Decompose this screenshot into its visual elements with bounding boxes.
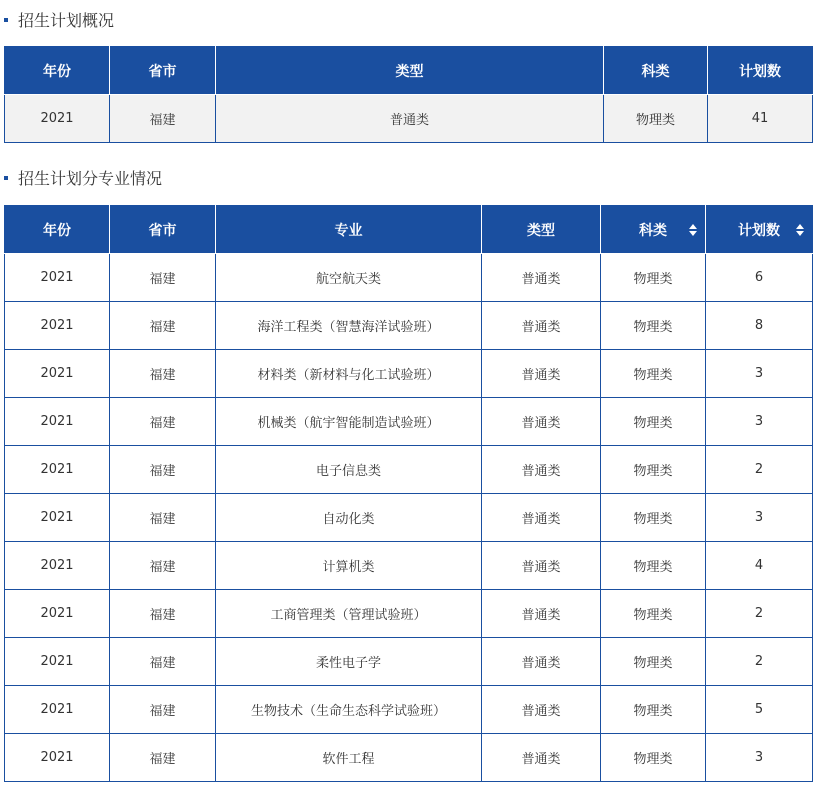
table-row [5,350,813,398]
cell-major: 生物技术（生命生态科学试验班） [216,686,482,734]
cell-major: 柔性电子学 [216,638,482,686]
table-row [5,734,813,782]
header-plan-count-label: 计划数 [738,222,780,239]
cell-year: 2021 [5,350,110,398]
table-row [5,590,813,638]
cell-type: 普通类 [482,686,601,734]
cell-year: 2021 [5,398,110,446]
cell-province: 福建 [110,494,216,542]
cell-province: 福建 [110,686,216,734]
cell-major: 工商管理类（管理试验班） [216,590,482,638]
header-province: 省市 [110,206,216,254]
cell-subject: 物理类 [601,446,706,494]
cell-major: 计算机类 [216,542,482,590]
cell-plan-count: 3 [706,494,813,542]
header-year: 年份 [5,47,110,95]
summary-table [4,46,813,143]
summary-section-title [4,6,114,36]
cell-plan-count: 5 [706,686,813,734]
cell-plan-count: 4 [706,542,813,590]
cell-plan-count: 6 [706,254,813,302]
cell-type: 普通类 [482,734,601,782]
cell-province: 福建 [110,254,216,302]
cell-province: 福建 [110,542,216,590]
cell-major: 海洋工程类（智慧海洋试验班） [216,302,482,350]
cell-plan-count: 2 [706,638,813,686]
table-row [5,494,813,542]
by-major-table-body [5,254,813,782]
cell-type: 普通类 [482,254,601,302]
cell-plan-count: 8 [706,302,813,350]
cell-province: 福建 [110,350,216,398]
cell-major: 材料类（新材料与化工试验班） [216,350,482,398]
summary-header-row [5,47,813,95]
by-major-title-text: 招生计划分专业情况 [18,169,163,188]
cell-year: 2021 [5,254,110,302]
cell-year: 2021 [5,95,110,143]
cell-province: 福建 [110,638,216,686]
cell-plan-count: 2 [706,446,813,494]
cell-plan-count: 3 [706,398,813,446]
cell-year: 2021 [5,494,110,542]
cell-province: 福建 [110,734,216,782]
cell-plan-count: 3 [706,350,813,398]
sort-icon[interactable] [796,224,804,236]
cell-plan-count: 2 [706,590,813,638]
cell-subject: 物理类 [601,638,706,686]
cell-type: 普通类 [216,95,604,143]
header-type: 类型 [482,206,601,254]
bullet-icon [4,18,8,22]
table-row [5,638,813,686]
cell-subject: 物理类 [601,734,706,782]
by-major-header-row [5,206,813,254]
table-row [5,542,813,590]
header-subject: 科类 [604,47,708,95]
cell-major: 航空航天类 [216,254,482,302]
header-major: 专业 [216,206,482,254]
table-row [5,254,813,302]
cell-type: 普通类 [482,398,601,446]
header-subject-label: 科类 [639,222,667,239]
table-row [5,446,813,494]
cell-province: 福建 [110,398,216,446]
cell-type: 普通类 [482,638,601,686]
cell-year: 2021 [5,734,110,782]
table-row [5,686,813,734]
cell-year: 2021 [5,638,110,686]
cell-year: 2021 [5,446,110,494]
cell-province: 福建 [110,446,216,494]
cell-major: 软件工程 [216,734,482,782]
bullet-icon [4,176,8,180]
cell-type: 普通类 [482,446,601,494]
cell-subject: 物理类 [601,254,706,302]
cell-subject: 物理类 [601,350,706,398]
cell-type: 普通类 [482,350,601,398]
header-province: 省市 [110,47,216,95]
table-row [5,302,813,350]
table-row [5,398,813,446]
cell-province: 福建 [110,95,216,143]
header-subject-sortable[interactable] [601,206,706,254]
cell-subject: 物理类 [601,494,706,542]
by-major-table [4,205,813,782]
cell-year: 2021 [5,590,110,638]
cell-province: 福建 [110,590,216,638]
cell-subject: 物理类 [601,542,706,590]
header-plan-count: 计划数 [708,47,813,95]
cell-type: 普通类 [482,542,601,590]
cell-major: 机械类（航宇智能制造试验班） [216,398,482,446]
cell-plan-count: 41 [708,95,813,143]
cell-province: 福建 [110,302,216,350]
by-major-section-title [4,164,162,194]
cell-year: 2021 [5,542,110,590]
cell-subject: 物理类 [601,398,706,446]
cell-subject: 物理类 [601,686,706,734]
sort-icon[interactable] [689,224,697,236]
header-year: 年份 [5,206,110,254]
header-plan-count-sortable[interactable] [706,206,813,254]
cell-subject: 物理类 [601,302,706,350]
cell-year: 2021 [5,302,110,350]
cell-type: 普通类 [482,590,601,638]
cell-major: 自动化类 [216,494,482,542]
cell-subject: 物理类 [604,95,708,143]
cell-plan-count: 3 [706,734,813,782]
cell-type: 普通类 [482,302,601,350]
cell-subject: 物理类 [601,590,706,638]
summary-title-text: 招生计划概况 [18,11,115,30]
table-row [5,95,813,143]
cell-type: 普通类 [482,494,601,542]
cell-major: 电子信息类 [216,446,482,494]
cell-year: 2021 [5,686,110,734]
header-type: 类型 [216,47,604,95]
